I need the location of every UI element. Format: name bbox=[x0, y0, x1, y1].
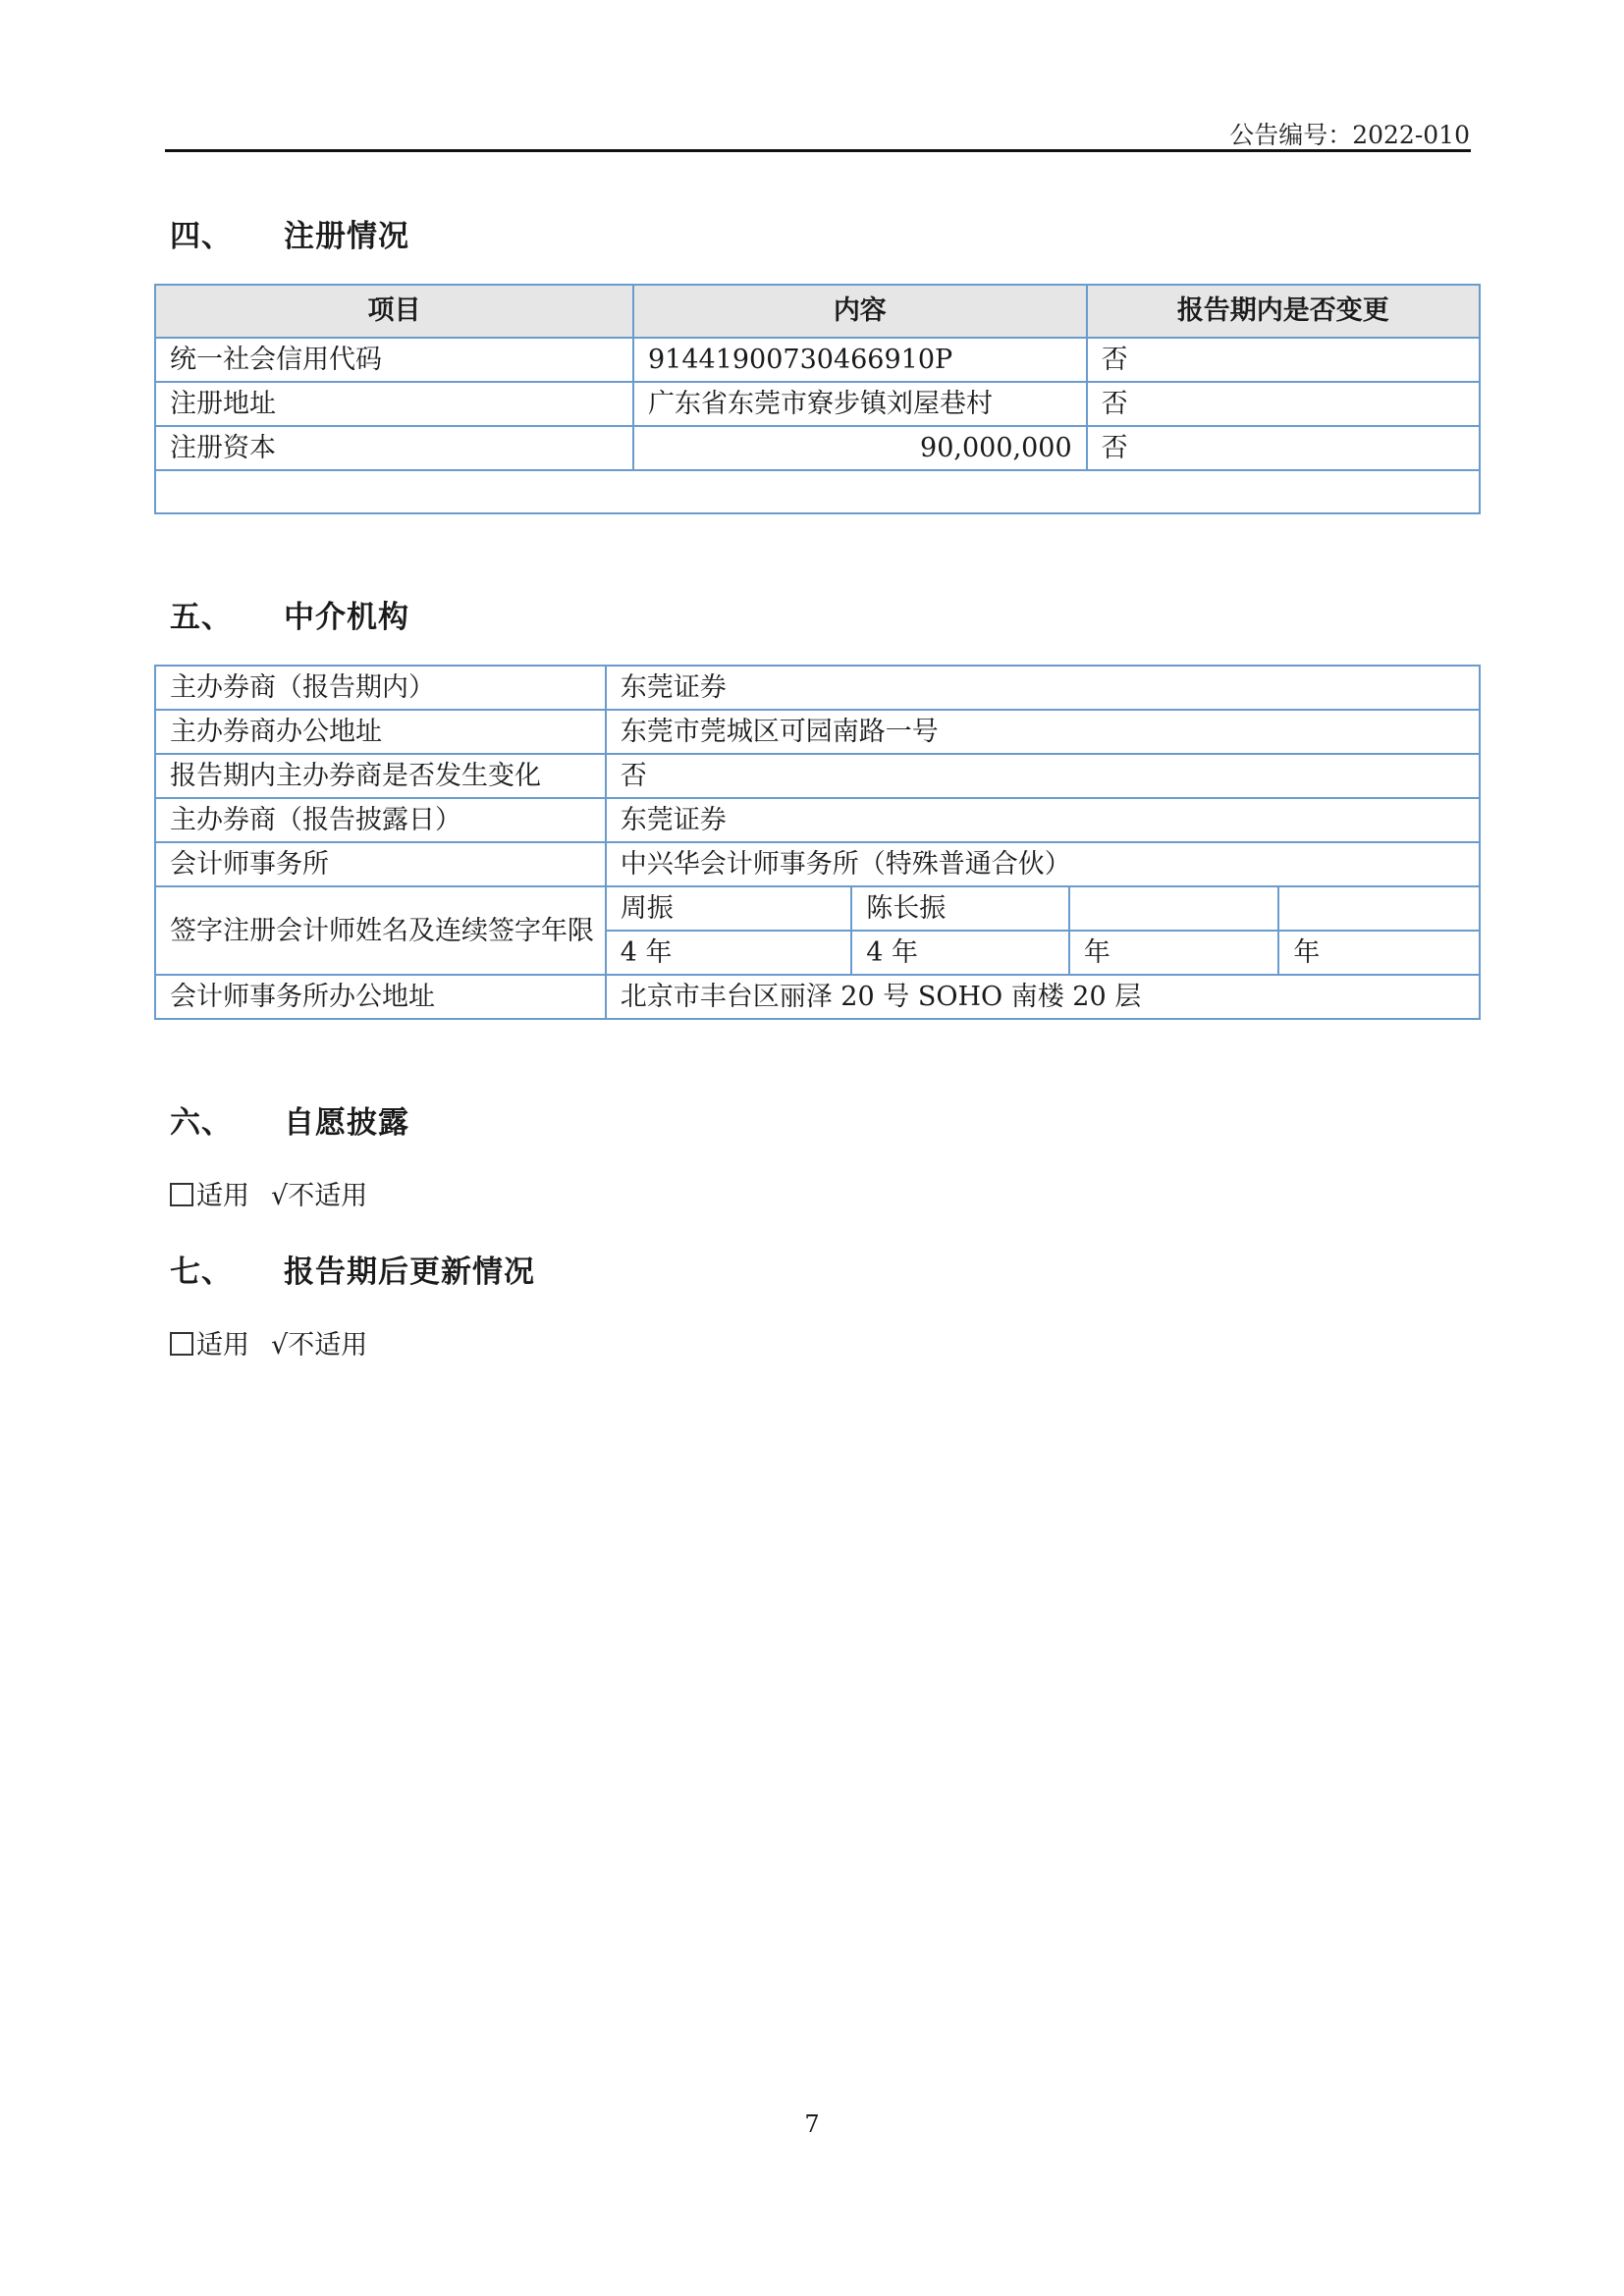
broker-address-label: 主办券商办公地址 bbox=[155, 710, 606, 754]
applicable-label: 适用 bbox=[196, 1181, 249, 1211]
intermediary-table bbox=[154, 665, 1481, 1020]
row-item: 注册资本 bbox=[155, 426, 633, 470]
table-row bbox=[155, 798, 1480, 842]
table-empty-row bbox=[155, 470, 1480, 513]
table-row bbox=[155, 842, 1480, 886]
section-5-title: 中介机构 bbox=[284, 600, 409, 635]
not-applicable-label: 不适用 bbox=[288, 1330, 368, 1361]
applicable-label: 适用 bbox=[196, 1330, 249, 1361]
section-6-number: 六、 bbox=[170, 1105, 233, 1141]
section-7-title: 报告期后更新情况 bbox=[284, 1255, 535, 1290]
header-item: 项目 bbox=[155, 285, 633, 338]
signer-2: 陈长振 bbox=[851, 886, 1069, 931]
section-7-number: 七、 bbox=[170, 1255, 233, 1290]
row-content: 91441900730466910P bbox=[633, 338, 1087, 382]
announcement-number: 公告编号：2022-010 bbox=[1229, 121, 1470, 149]
row-changed: 否 bbox=[1087, 426, 1480, 470]
header-content: 内容 bbox=[633, 285, 1087, 338]
section-7-choice bbox=[170, 1323, 367, 1362]
section-5-number: 五、 bbox=[170, 600, 233, 635]
broker-disclosure-value: 东莞证券 bbox=[606, 798, 1480, 842]
table-row bbox=[155, 975, 1480, 1019]
firm-address-label: 会计师事务所办公地址 bbox=[155, 975, 606, 1019]
table-row bbox=[155, 886, 1480, 931]
signer-2-years: 4 年 bbox=[851, 931, 1069, 975]
signer-4-years: 年 bbox=[1278, 931, 1480, 975]
row-item: 统一社会信用代码 bbox=[155, 338, 633, 382]
section-4-title: 注册情况 bbox=[284, 219, 409, 254]
row-changed: 否 bbox=[1087, 382, 1480, 426]
section-4-number: 四、 bbox=[170, 219, 233, 254]
check-mark: √ bbox=[271, 1330, 289, 1361]
table-header-row bbox=[155, 285, 1480, 338]
broker-change-value: 否 bbox=[606, 754, 1480, 798]
row-content: 广东省东莞市寮步镇刘屋巷村 bbox=[633, 382, 1087, 426]
not-applicable-label: 不适用 bbox=[288, 1181, 368, 1211]
header-changed: 报告期内是否变更 bbox=[1087, 285, 1480, 338]
accounting-firm-value: 中兴华会计师事务所（特殊普通合伙） bbox=[606, 842, 1480, 886]
table-row bbox=[155, 710, 1480, 754]
signer-3 bbox=[1069, 886, 1279, 931]
signer-1-years: 4 年 bbox=[606, 931, 852, 975]
table-row bbox=[155, 754, 1480, 798]
section-6-title: 自愿披露 bbox=[284, 1105, 409, 1141]
header-rule bbox=[165, 149, 1471, 152]
section-4-heading bbox=[170, 211, 409, 255]
signer-1: 周振 bbox=[606, 886, 852, 931]
section-5-heading bbox=[170, 592, 409, 636]
row-changed: 否 bbox=[1087, 338, 1480, 382]
row-item: 注册地址 bbox=[155, 382, 633, 426]
applicable-checkbox[interactable] bbox=[170, 1332, 193, 1356]
broker-value: 东莞证券 bbox=[606, 666, 1480, 710]
broker-change-label: 报告期内主办券商是否发生变化 bbox=[155, 754, 606, 798]
table-row bbox=[155, 382, 1480, 426]
table-row bbox=[155, 338, 1480, 382]
table-row bbox=[155, 666, 1480, 710]
section-7-heading bbox=[170, 1247, 535, 1291]
signing-label: 签字注册会计师姓名及连续签字年限 bbox=[155, 886, 606, 975]
signer-4 bbox=[1278, 886, 1480, 931]
section-6-heading bbox=[170, 1097, 409, 1142]
page-number: 7 bbox=[804, 2110, 820, 2138]
broker-label: 主办券商（报告期内） bbox=[155, 666, 606, 710]
row-content: 90,000,000 bbox=[633, 426, 1087, 470]
applicable-checkbox[interactable] bbox=[170, 1183, 193, 1206]
empty-cell bbox=[155, 470, 1480, 513]
broker-address-value: 东莞市莞城区可园南路一号 bbox=[606, 710, 1480, 754]
registration-table bbox=[154, 284, 1481, 514]
check-mark: √ bbox=[271, 1181, 289, 1211]
table-row bbox=[155, 426, 1480, 470]
broker-disclosure-label: 主办券商（报告披露日） bbox=[155, 798, 606, 842]
accounting-firm-label: 会计师事务所 bbox=[155, 842, 606, 886]
signer-3-years: 年 bbox=[1069, 931, 1279, 975]
section-6-choice bbox=[170, 1174, 367, 1212]
firm-address-value: 北京市丰台区丽泽 20 号 SOHO 南楼 20 层 bbox=[606, 975, 1480, 1019]
